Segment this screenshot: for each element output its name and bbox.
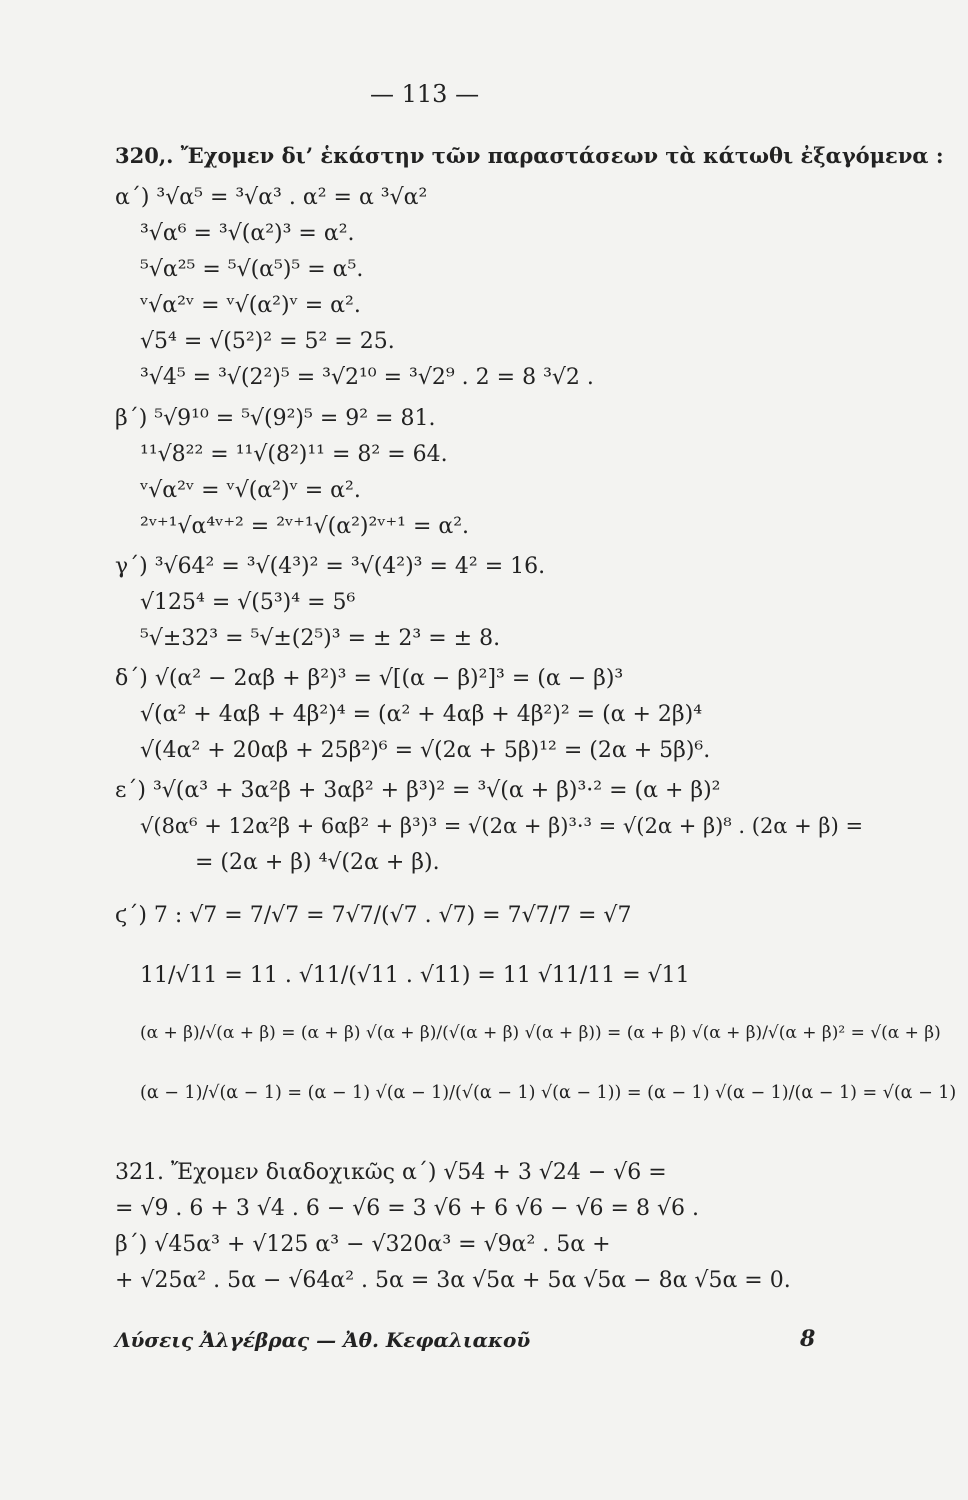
part-a-line-1: α΄) ³√α⁵ = ³√α³ . α² = α ³√α²	[115, 185, 428, 210]
exercise-321-line-4: + √25α² . 5α − √64α² . 5α = 3α √5α + 5α √5α − 8α √5α = 0.	[115, 1268, 791, 1293]
part-b-line-3: ᵛ√α²ᵛ = ᵛ√(α²)ᵛ = α².	[140, 478, 361, 503]
part-a-line-2: ³√α⁶ = ³√(α²)³ = α².	[140, 221, 355, 246]
footer-signature-mark: 8	[800, 1326, 816, 1352]
part-a-line-3: ⁵√α²⁵ = ⁵√(α⁵)⁵ = α⁵.	[140, 257, 364, 282]
part-c-line-2: √125⁴ = √(5³)⁴ = 5⁶	[140, 590, 356, 615]
part-c-line-3: ⁵√±32³ = ⁵√±(2⁵)³ = ± 2³ = ± 8.	[140, 626, 501, 651]
exercise-321-line-3: β΄) √45α³ + √125 α³ − √320α³ = √9α² . 5α +	[115, 1232, 611, 1257]
part-e-line-1: ε΄) ³√(α³ + 3α²β + 3αβ² + β³)² = ³√(α + β)³·² = (α + β)²	[115, 778, 721, 803]
part-d-line-2: √(α² + 4αβ + 4β²)⁴ = (α² + 4αβ + 4β²)² = (α + 2β)⁴	[140, 702, 703, 727]
part-f-line-3: (α + β)/√(α + β) = (α + β) √(α + β)/(√(α + β) √(α + β)) = (α + β) √(α + β)/√(α + β)² = √(α + β)	[140, 1023, 941, 1043]
exercise-321-line-1: 321. Ἔχομεν διαδοχικῶς α΄) √54 + 3 √24 − √6 =	[115, 1160, 667, 1185]
part-b-line-4: ²ᵛ⁺¹√α⁴ᵛ⁺² = ²ᵛ⁺¹√(α²)²ᵛ⁺¹ = α².	[140, 514, 470, 539]
part-a-line-4: ᵛ√α²ᵛ = ᵛ√(α²)ᵛ = α².	[140, 293, 361, 318]
exercise-321-line-2: = √9 . 6 + 3 √4 . 6 − √6 = 3 √6 + 6 √6 − √6 = 8 √6 .	[115, 1196, 699, 1221]
exercise-320-heading: 320,. Ἔχομεν δι’ ἑκάστην τῶν παραστάσεων τὰ κάτωθι ἐξαγόμενα :	[115, 143, 944, 168]
part-f-line-2: 11/√11 = 11 . √11/(√11 . √11) = 11 √11/11 = √11	[140, 963, 690, 988]
part-a-line-5: √5⁴ = √(5²)² = 5² = 25.	[140, 329, 395, 354]
part-d-line-1: δ΄) √(α² − 2αβ + β²)³ = √[(α − β)²]³ = (α − β)³	[115, 666, 624, 691]
part-e-line-3: = (2α + β) ⁴√(2α + β).	[195, 850, 440, 875]
page-number: — 113 —	[370, 80, 480, 108]
part-d-line-3: √(4α² + 20αβ + 25β²)⁶ = √(2α + 5β)¹² = (2α + 5β)⁶.	[140, 738, 711, 763]
part-c-line-1: γ΄) ³√64² = ³√(4³)² = ³√(4²)³ = 4² = 16.	[115, 554, 546, 579]
part-f-line-4: (α − 1)/√(α − 1) = (α − 1) √(α − 1)/(√(α − 1) √(α − 1)) = (α − 1) √(α − 1)/(α − 1) = √(α − 1)	[140, 1083, 957, 1103]
part-b-line-2: ¹¹√8²² = ¹¹√(8²)¹¹ = 8² = 64.	[140, 442, 448, 467]
part-f-line-1: ϛ΄) 7 : √7 = 7/√7 = 7√7/(√7 . √7) = 7√7/7 = √7	[115, 903, 632, 928]
part-a-line-6: ³√4⁵ = ³√(2²)⁵ = ³√2¹⁰ = ³√2⁹ . 2 = 8 ³√2 .	[140, 365, 594, 390]
part-b-line-1: β΄) ⁵√9¹⁰ = ⁵√(9²)⁵ = 9² = 81.	[115, 406, 436, 431]
footer-book-title: Λύσεις Ἀλγέβρας — Ἀθ. Κεφαλιακοῦ	[115, 1328, 531, 1352]
part-e-line-2: √(8α⁶ + 12α²β + 6αβ² + β³)³ = √(2α + β)³·³ = √(2α + β)⁸ . (2α + β) =	[140, 814, 864, 838]
